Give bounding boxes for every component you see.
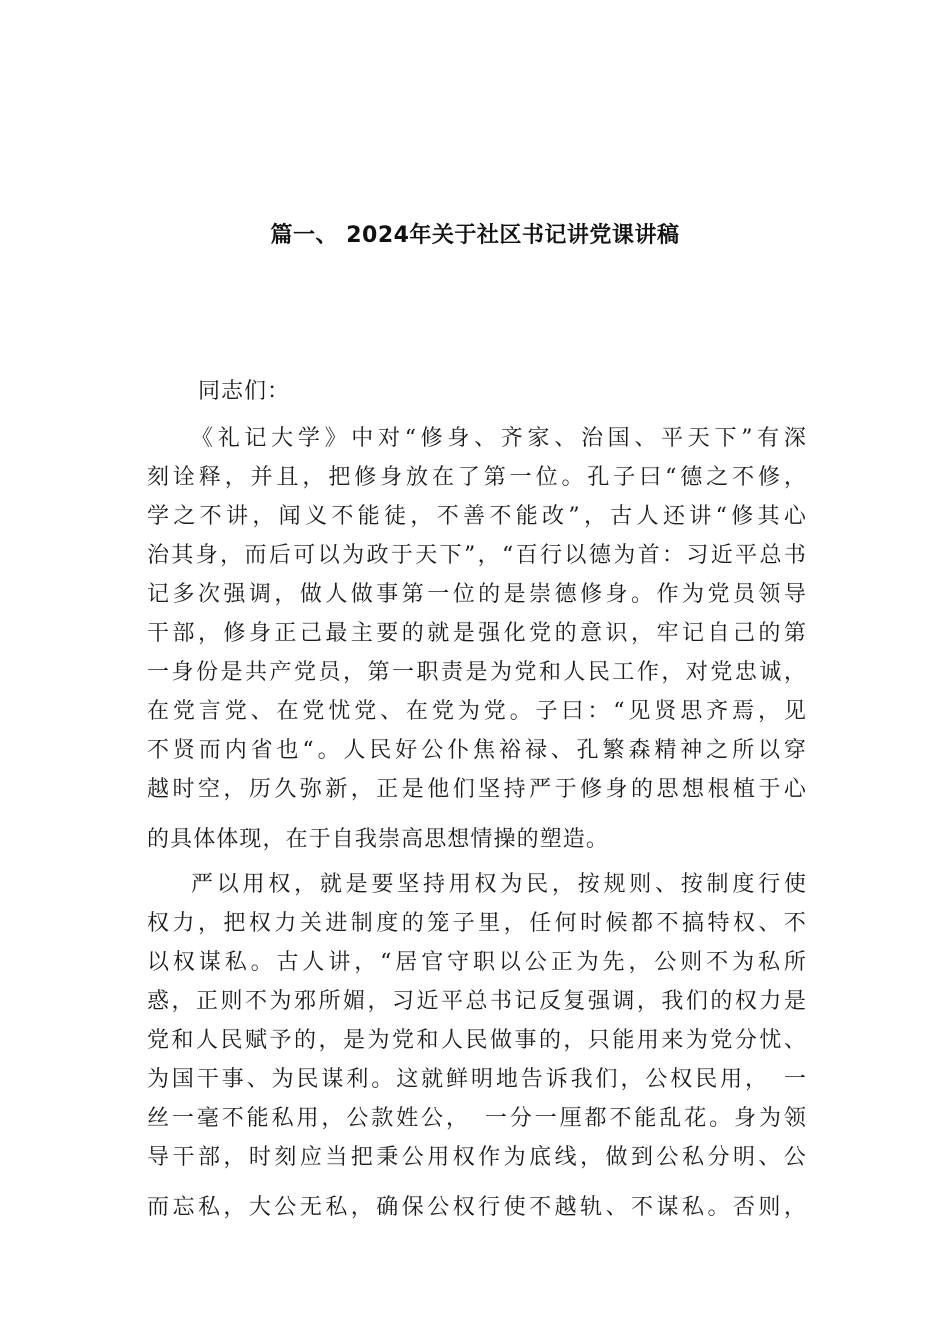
text-line: 严以用权，就是要坚持用权为民，按规则、按制度行使 [191, 872, 807, 897]
greeting-line: 同志们： [198, 379, 291, 404]
text-line: 为国干事、为民谋利。这就鲜明地告诉我们，公权民用， 一 [147, 1067, 807, 1092]
text-line: 干部，修身正己最主要的就是强化党的意识，牢记自己的第 [147, 621, 807, 646]
text-line: 丝一毫不能私用，公款姓公， 一分一厘都不能乱花。身为领 [147, 1106, 807, 1131]
text-line: 刻诠释，并且，把修身放在了第一位。孔子曰“德之不修， [147, 465, 807, 490]
paragraph-use-of-power [147, 865, 807, 1227]
text-line: 而忘私，大公无私，确保公权行使不越轨、不谋私。否则， [147, 1195, 807, 1220]
text-line: 学之不讲，闻义不能徒，不善不能改”，古人还讲“修其心 [147, 504, 807, 529]
text-line: 以权谋私。古人讲，“居官守职以公正为先，公则不为私所 [147, 950, 807, 975]
text-line: 一身份是共产党员，第一职责是为党和人民工作，对党忠诚， [147, 660, 807, 685]
text-line: 党和人民赋予的，是为党和人民做事的，只能用来为党分忧、 [147, 1028, 807, 1053]
text-line: 惑，正则不为邪所媚，习近平总书记反复强调，我们的权力是 [147, 989, 807, 1014]
text-line: 记多次强调，做人做事第一位的是崇德修身。作为党员领导 [147, 582, 807, 607]
text-line: 越时空，历久弥新，正是他们坚持严于修身的思想根植于心 [147, 777, 807, 802]
text-line: 《礼记大学》中对“修身、齐家、治国、平天下”有深 [191, 426, 807, 451]
text-line: 治其身，而后可以为政于天下”，“百行以德为首：习近平总书 [147, 543, 807, 568]
text-line: 不贤而内省也“。人民好公仆焦裕禄、孔繁森精神之所以穿 [147, 738, 807, 763]
text-line: 导干部，时刻应当把秉公用权作为底线，做到公私分明、公 [147, 1145, 807, 1170]
text-line: 在党言党、在党忧党、在党为党。子曰：“见贤思齐焉，见 [147, 699, 807, 724]
text-line: 权力，把权力关进制度的笼子里，任何时候都不搞特权、不 [147, 911, 807, 936]
text-line: 的具体体现，在于自我崇高思想情操的塑造。 [147, 827, 610, 852]
document-title: 篇一、 2024年关于社区书记讲党课讲稿 [270, 223, 680, 248]
paragraph-self-cultivation [147, 419, 807, 859]
